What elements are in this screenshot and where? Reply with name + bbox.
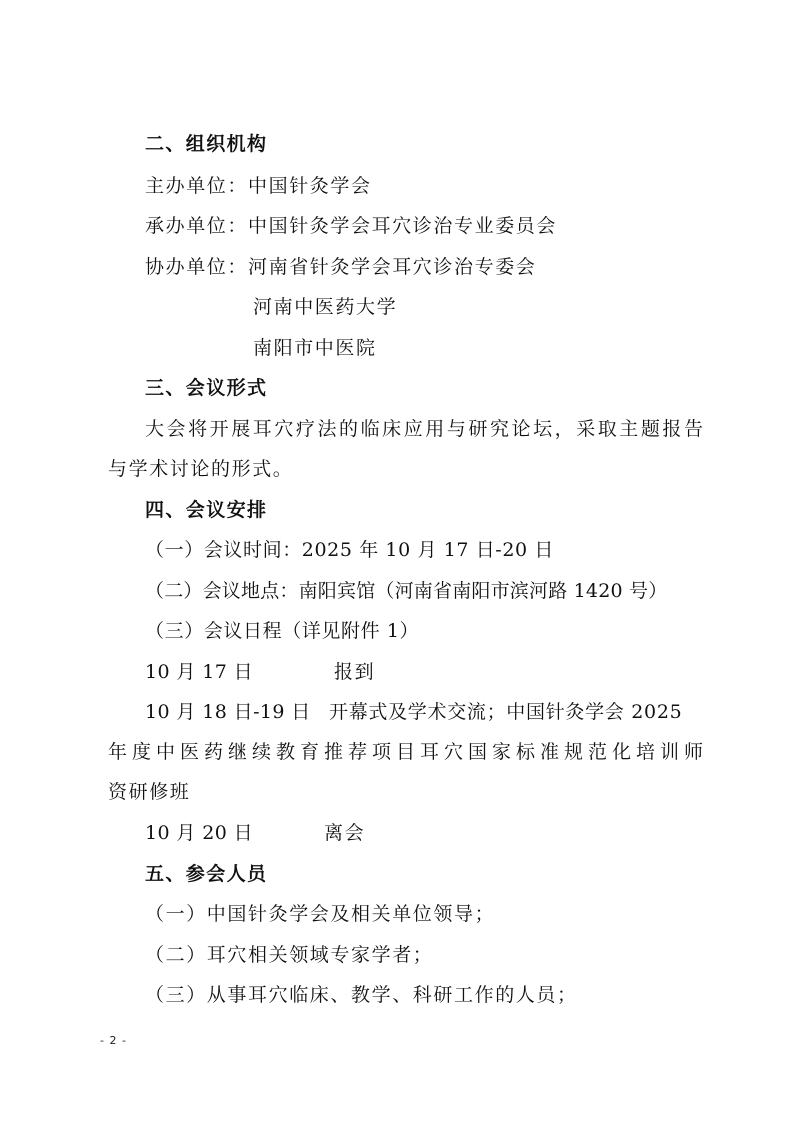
section-heading-organization: 二、组织机构 <box>145 133 268 155</box>
attendee-item: （一）中国针灸学会及相关单位领导； <box>145 903 496 925</box>
agenda-item-event: 报到 <box>334 661 376 683</box>
agenda-item-date: 10 月 18 日-19 日 <box>145 701 311 723</box>
agenda-item-event-continued: 资研修班 <box>108 781 191 803</box>
meeting-agenda: （三）会议日程（详见附件 1） <box>145 620 420 642</box>
organizer-unit: 承办单位：中国针灸学会耳穴诊治专业委员会 <box>145 215 558 237</box>
co-organizer-unit-2: 河南中医药大学 <box>253 296 398 318</box>
co-organizer-unit: 协办单位：河南省针灸学会耳穴诊治专委会 <box>145 256 537 278</box>
agenda-item-date: 10 月 20 日 <box>145 822 254 844</box>
section-heading-format: 三、会议形式 <box>145 377 268 399</box>
agenda-item-event: 离会 <box>324 822 366 844</box>
meeting-time: （一）会议时间：2025 年 10 月 17 日-20 日 <box>145 539 554 561</box>
section-heading-schedule: 四、会议安排 <box>145 499 268 521</box>
meeting-place: （二）会议地点：南阳宾馆（河南省南阳市滨河路 1420 号） <box>145 580 668 602</box>
section-heading-attendees: 五、参会人员 <box>145 863 268 885</box>
agenda-item-event-continued: 年度中医药继续教育推荐项目耳穴国家标准规范化培训师 <box>108 741 703 763</box>
format-paragraph-line-2: 与学术讨论的形式。 <box>108 458 294 480</box>
page-number: - 2 - <box>100 1034 127 1047</box>
agenda-item-event: 开幕式及学术交流；中国针灸学会 2025 <box>329 701 683 723</box>
attendee-item: （三）从事耳穴临床、教学、科研工作的人员； <box>145 984 578 1006</box>
co-organizer-unit-3: 南阳市中医院 <box>253 337 377 359</box>
format-paragraph-line-1: 大会将开展耳穴疗法的临床应用与研究论坛，采取主题报告 <box>145 418 703 440</box>
host-unit: 主办单位：中国针灸学会 <box>145 175 372 197</box>
agenda-item-date: 10 月 17 日 <box>145 661 254 683</box>
attendee-item: （二）耳穴相关领域专家学者； <box>145 944 434 966</box>
